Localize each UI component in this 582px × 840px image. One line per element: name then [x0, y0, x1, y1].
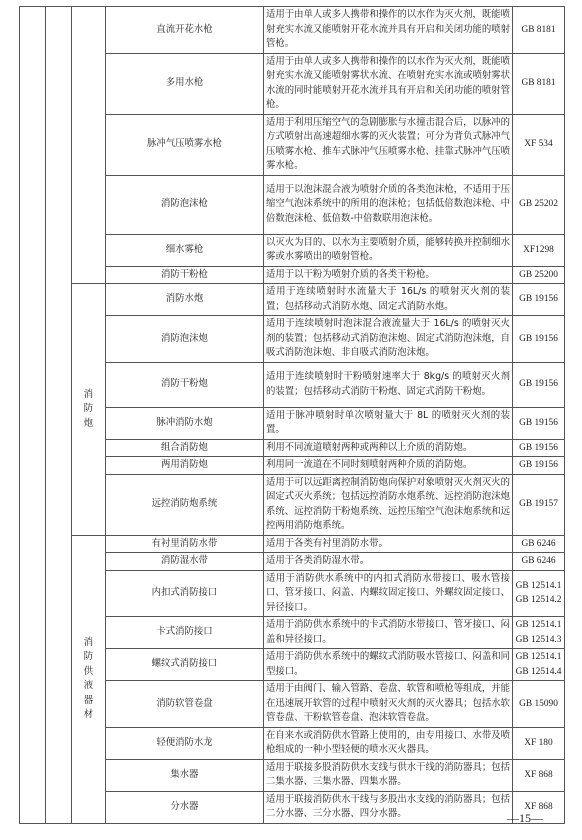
equipment-name-cell: 远控消防炮系统	[106, 474, 264, 535]
standard-cell: GB 15090	[513, 681, 565, 728]
equipment-name-cell: 卡式消防接口	[106, 617, 264, 649]
description-cell: 适用于消防供水系统中的卡式消防水带接口、管牙接口、闷盖和异径接口。	[264, 617, 513, 649]
standard-cell: XF 868	[513, 791, 565, 823]
table-row	[20, 7, 565, 54]
standard-cell: GB 19156	[513, 407, 565, 439]
equipment-name-cell: 消防干粉枪	[106, 266, 264, 284]
description-cell: 适用于连续喷射时干粉喷射速率大于 8kg/s 的喷射灭火剂的装置；包括移动式消防干粉炮、固定式消防干粉炮。	[264, 362, 513, 407]
description-cell: 适用于以泡沫混合液为喷射介质的各类泡沫枪，不适用于压缩空气泡沫系统中的所用的泡沫枪；包括低倍数泡沫枪、中倍数泡沫枪、低倍数-中倍数联用泡沫枪。	[264, 175, 513, 234]
equipment-name-cell: 组合消防炮	[106, 439, 264, 457]
category-cell: 消 防 供 液 器 材	[72, 535, 106, 823]
standard-cell: GB 6246	[513, 553, 565, 571]
equipment-name-cell: 脉冲消防水炮	[106, 407, 264, 439]
equipment-name-cell: 细水雾枪	[106, 234, 264, 266]
equipment-name-cell: 两用消防炮	[106, 457, 264, 475]
standard-cell: GB 8181	[513, 7, 565, 54]
standard-cell: GB 12514.1 GB 12514.4	[513, 649, 565, 681]
equipment-name-cell: 消防干粉炮	[106, 362, 264, 407]
description-cell: 适用于由阀门、输入管路、卷盘、软管和喷枪等组成，并能在迅速展开软管的过程中喷射灭火剂的灭火器具；包括水软管卷盘、干粉软管卷盘、泡沫软管卷盘。	[264, 681, 513, 728]
table-row	[20, 284, 565, 316]
standard-cell: XF1298	[513, 234, 565, 266]
description-cell: 适用于利用压缩空气的急剧膨胀与水撞击混合后，以脉冲的方式喷射出高速超细水雾的灭火装置；可分为背负式脉冲气压喷雾水枪、推车式脉冲气压喷雾水枪、挂靠式脉冲气压喷雾水枪。	[264, 114, 513, 175]
equipment-name-cell: 消防水炮	[106, 284, 264, 316]
standard-cell: XF 868	[513, 759, 565, 791]
page-number: —15—	[507, 811, 543, 825]
standard-cell: GB 8181	[513, 53, 565, 114]
standard-cell: GB 19156	[513, 362, 565, 407]
standard-cell: GB 6246	[513, 535, 565, 553]
equipment-name-cell: 多用水枪	[106, 53, 264, 114]
description-cell: 在自来水或消防供水管路上使用的，由专用接口、水带及喷枪组成的一种小型轻便的喷水灭火器具。	[264, 727, 513, 759]
table-body	[20, 7, 565, 824]
standard-cell: GB 25200	[513, 266, 565, 284]
description-cell: 利用不同流道喷射两种或两种以上介质的消防炮。	[264, 439, 513, 457]
equipment-table	[19, 6, 565, 824]
equipment-name-cell: 消防湿水带	[106, 553, 264, 571]
standard-cell: GB 19156	[513, 284, 565, 316]
description-cell: 适用于连续喷射时水流量大于 16L/s 的喷射灭火剂的装置；包括移动式消防水炮、固定式消防水炮。	[264, 284, 513, 316]
equipment-name-cell: 消防泡沫炮	[106, 316, 264, 363]
equipment-name-cell: 脉冲气压喷雾水枪	[106, 114, 264, 175]
equipment-name-cell: 内扣式消防接口	[106, 570, 264, 617]
table-row	[20, 535, 565, 553]
description-cell: 适用于各类消防湿水带。	[264, 553, 513, 571]
standard-cell: GB 25202	[513, 175, 565, 234]
standard-cell: GB 19156	[513, 316, 565, 363]
standard-cell: GB 19156	[513, 439, 565, 457]
description-cell: 利用同一流道在不同时刻喷射两种介质的消防炮。	[264, 457, 513, 475]
standard-cell: XF 534	[513, 114, 565, 175]
equipment-name-cell: 消防泡沫枪	[106, 175, 264, 234]
standard-cell: GB 12514.1 GB 12514.2	[513, 570, 565, 617]
equipment-name-cell: 消防软管卷盘	[106, 681, 264, 728]
standard-cell: GB 19157	[513, 474, 565, 535]
description-cell: 适用于联接消防供水干线与多股出水支线的消防器具；包括二分水器、三分水器、四分水器。	[264, 791, 513, 823]
description-cell: 适用于由单人或多人携带和操作的以水作为灭火剂，既能喷射充实水流又能喷射雾状水流、在喷射充实水流或喷射雾状水流的同时能喷射开花水流并具有开启和关闭功能的喷射管枪。	[264, 53, 513, 114]
equipment-name-cell: 直流开花水枪	[106, 7, 264, 54]
description-cell: 适用于消防供水系统中的内扣式消防水带接口、吸水管接口、管牙接口、闷盖、内螺纹固定接口、外螺纹固定接口、异径接口。	[264, 570, 513, 617]
description-cell: 适用于各类有衬里消防水带。	[264, 535, 513, 553]
description-cell: 适用于消防供水系统中的螺纹式消防吸水管接口、闷盖和同型接口。	[264, 649, 513, 681]
equipment-name-cell: 分水器	[106, 791, 264, 823]
standard-cell: GB 19156	[513, 457, 565, 475]
blank-margin-column	[46, 7, 72, 824]
description-cell: 适用于联接多股消防供水支线与供水干线的消防器具；包括二集水器、三集水器、四集水器。	[264, 759, 513, 791]
equipment-name-cell: 集水器	[106, 759, 264, 791]
category-cell: 消 防 炮	[72, 284, 106, 536]
equipment-name-cell: 螺纹式消防接口	[106, 649, 264, 681]
description-cell: 适用于脉冲喷射时单次喷射量大于 8L 的喷射灭火剂的装置。	[264, 407, 513, 439]
description-cell: 适用于可以远距离控制消防炮向保护对象喷射灭火剂灭火的固定式灭火系统；包括远控消防水炮系统、远控消防泡沫炮系统、远控消防干粉炮系统、远控压缩空气泡沫炮系统和远控两用消防炮系统。	[264, 474, 513, 535]
description-cell: 适用于连续喷射时泡沫混合液流量大于 16L/s 的喷射灭火剂的装置；包括移动式消防泡沫炮、固定式消防泡沫炮，自吸式消防泡沫炮、非自吸式消防泡沫炮。	[264, 316, 513, 363]
description-cell: 适用于以干粉为喷射介质的各类干粉枪。	[264, 266, 513, 284]
standard-cell: GB 12514.1 GB 12514.3	[513, 617, 565, 649]
description-cell: 适用于由单人或多人携带和操作的以水作为灭火剂，既能喷射充实水流又能喷射开花水流并具有开启和关闭功能的喷射管枪。	[264, 7, 513, 54]
equipment-name-cell: 有衬里消防水带	[106, 535, 264, 553]
blank-margin-column	[20, 7, 46, 824]
equipment-name-cell: 轻便消防水龙	[106, 727, 264, 759]
category-cell	[72, 7, 106, 284]
description-cell: 以灭火为目的、以水为主要喷射介质，能够转换并控制细水雾或水雾喷出的喷射管枪。	[264, 234, 513, 266]
standard-cell: XF 180	[513, 727, 565, 759]
